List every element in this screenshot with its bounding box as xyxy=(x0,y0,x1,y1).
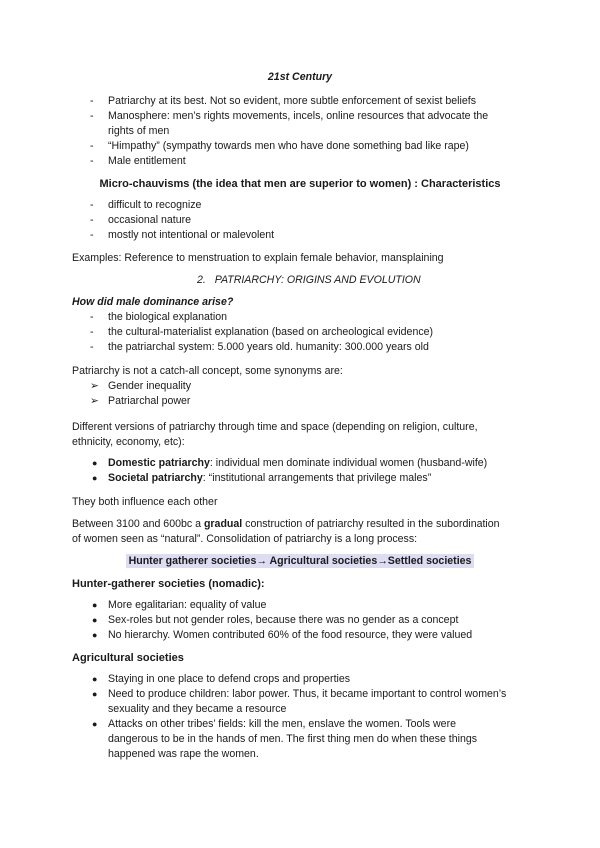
list-item: More egalitarian: equality of value xyxy=(108,599,267,611)
bullet-list-21st-century xyxy=(0,94,600,169)
list-item: Sex-roles but not gender roles, because there was no gender as a concept xyxy=(108,614,459,626)
male-dominance-question: How did male dominance arise? xyxy=(72,296,234,308)
male-dominance-list xyxy=(0,310,600,355)
bullet-dot-icon: ● xyxy=(92,630,98,640)
hunter-gatherer-list xyxy=(0,598,600,643)
list-item: Gender inequality xyxy=(108,380,192,392)
gradual-bold: gradual xyxy=(203,518,243,530)
bullet-dot-icon: ● xyxy=(92,674,98,684)
patriarchy-types-list xyxy=(0,456,600,486)
dash-marker: - xyxy=(90,341,94,353)
list-item: difficult to recognize xyxy=(108,199,202,211)
dash-marker: - xyxy=(90,95,94,107)
gradual-text-line-2: of women seen as “natural”. Consolidation of patriarchy is a long process: xyxy=(72,533,418,545)
micro-chauvisms-heading: Micro-chauvisms (the idea that men are superior to women) : Characteristics xyxy=(99,178,501,190)
societal-patriarchy-text: : “institutional arrangements that privilege males” xyxy=(202,472,432,484)
list-item: Need to produce children: labor power. Thus, it became important to control women’s xyxy=(108,688,507,700)
list-item-continuation: sexuality and they became a resource xyxy=(108,703,287,715)
arrow-bullet-icon: ➢ xyxy=(90,395,99,407)
domestic-patriarchy-text: : individual men dominate individual women (husband-wife) xyxy=(209,457,488,469)
list-item: Male entitlement xyxy=(108,155,186,167)
list-item: “Himpathy” (sympathy towards men who have done something bad like rape) xyxy=(108,140,469,152)
catch-all-intro: Patriarchy is not a catch-all concept, some synonyms are: xyxy=(72,365,343,377)
bullet-dot-icon: ● xyxy=(92,689,98,699)
bullet-dot-icon: ● xyxy=(92,719,98,729)
dash-marker: - xyxy=(90,140,94,152)
list-item: Attacks on other tribes’ fields: kill the men, enslave the women. Tools were xyxy=(108,718,456,730)
examples-text: Examples: Reference to menstruation to explain female behavior, mansplaining xyxy=(72,252,444,264)
list-item: the cultural-materialist explanation (based on archeological evidence) xyxy=(108,326,434,338)
section-number: 2. xyxy=(197,274,206,286)
societal-patriarchy-term: Societal patriarchy xyxy=(108,472,203,484)
dash-marker: - xyxy=(90,229,94,241)
list-item: Manosphere: men’s rights movements, incels, online resources that advocate the xyxy=(108,110,489,122)
hunter-gatherer-heading: Hunter-gatherer societies (nomadic): xyxy=(72,578,265,590)
list-item: the patriarchal system: 5.000 years old. humanity: 300.000 years old xyxy=(108,341,429,353)
gradual-text-line-1 xyxy=(72,517,500,532)
bullet-dot-icon: ● xyxy=(92,615,98,625)
list-item-continuation: happened was rape the women. xyxy=(108,748,259,760)
dash-marker: - xyxy=(90,311,94,323)
domestic-patriarchy-term: Domestic patriarchy xyxy=(108,457,210,469)
synonyms-list xyxy=(0,379,600,409)
dash-marker: - xyxy=(90,155,94,167)
bullet-dot-icon: ● xyxy=(92,473,98,483)
list-item: the biological explanation xyxy=(108,311,227,323)
highlighted-text: Hunter gatherer societies→ Agricultural societies→Settled societies xyxy=(126,554,475,568)
agricultural-list xyxy=(0,672,600,762)
dash-marker: - xyxy=(90,326,94,338)
list-item: occasional nature xyxy=(108,214,192,226)
both-influence-text: They both influence each other xyxy=(72,496,218,508)
list-item: mostly not intentional or malevolent xyxy=(108,229,275,241)
list-item: Staying in one place to defend crops and properties xyxy=(108,673,351,685)
bullet-dot-icon: ● xyxy=(92,600,98,610)
section-title: PATRIARCHY: ORIGINS AND EVOLUTION xyxy=(214,274,421,286)
gradual-pre: Between 3100 and 600bc a xyxy=(72,518,204,530)
agricultural-heading: Agricultural societies xyxy=(72,652,184,664)
list-item: Patriarchal power xyxy=(108,395,191,407)
section-2-heading xyxy=(197,273,421,288)
versions-text-line-1: Different versions of patriarchy through time and space (depending on religion, culture, xyxy=(72,421,478,433)
bullet-dot-icon: ● xyxy=(92,458,98,468)
list-item-continuation: rights of men xyxy=(108,125,170,137)
section-title-21st-century: 21st Century xyxy=(267,71,333,83)
dash-marker: - xyxy=(90,199,94,211)
list-item-continuation: dangerous to be in the hands of men. The first thing men do when these things xyxy=(108,733,478,745)
micro-chauvisms-list xyxy=(0,198,600,243)
societies-progression-highlight xyxy=(0,554,600,569)
arrow-bullet-icon: ➢ xyxy=(90,380,99,392)
dash-marker: - xyxy=(90,214,94,226)
versions-text-line-2: ethnicity, economy, etc): xyxy=(72,436,185,448)
dash-marker: - xyxy=(90,110,94,122)
gradual-post: construction of patriarchy resulted in the subordination xyxy=(242,518,500,530)
list-item: No hierarchy. Women contributed 60% of the food resource, they were valued xyxy=(108,629,473,641)
list-item: Patriarchy at its best. Not so evident, more subtle enforcement of sexist beliefs xyxy=(108,95,477,107)
